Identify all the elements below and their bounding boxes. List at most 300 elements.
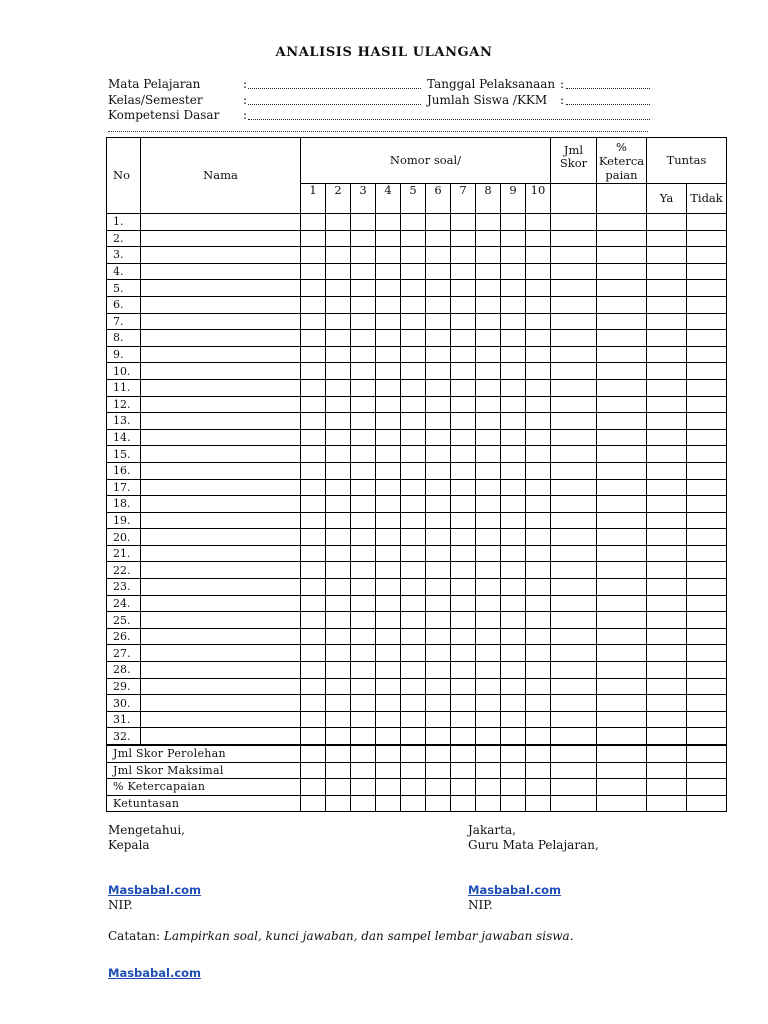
score-cell[interactable] [376,645,401,662]
score-cell[interactable] [301,562,326,579]
summary-cell[interactable] [326,745,351,762]
score-cell[interactable] [426,280,451,297]
score-cell[interactable] [351,280,376,297]
summary-cell[interactable] [687,779,727,796]
score-cell[interactable] [501,429,526,446]
score-cell[interactable] [526,446,551,463]
score-cell[interactable] [476,678,501,695]
summary-cell[interactable] [351,745,376,762]
score-cell[interactable] [401,628,426,645]
score-cell[interactable] [376,612,401,629]
summary-cell[interactable] [501,795,526,812]
score-cell[interactable] [687,313,727,330]
score-cell[interactable] [351,562,376,579]
score-cell[interactable] [687,579,727,596]
score-cell[interactable] [597,479,647,496]
score-cell[interactable] [551,247,597,264]
score-cell[interactable] [597,263,647,280]
score-cell[interactable] [401,496,426,513]
score-cell[interactable] [597,296,647,313]
score-cell[interactable] [401,579,426,596]
nama-cell[interactable] [141,413,301,430]
score-cell[interactable] [326,545,351,562]
summary-cell[interactable] [526,745,551,762]
score-cell[interactable] [451,296,476,313]
score-cell[interactable] [326,263,351,280]
score-cell[interactable] [526,645,551,662]
score-cell[interactable] [647,645,687,662]
score-cell[interactable] [476,214,501,231]
score-cell[interactable] [401,479,426,496]
score-cell[interactable] [451,579,476,596]
score-cell[interactable] [526,230,551,247]
score-cell[interactable] [526,214,551,231]
score-cell[interactable] [426,330,451,347]
score-cell[interactable] [597,313,647,330]
score-cell[interactable] [501,695,526,712]
score-cell[interactable] [551,396,597,413]
score-cell[interactable] [647,496,687,513]
score-cell[interactable] [426,529,451,546]
score-cell[interactable] [647,695,687,712]
summary-cell[interactable] [551,779,597,796]
nama-cell[interactable] [141,496,301,513]
score-cell[interactable] [476,429,501,446]
nama-cell[interactable] [141,263,301,280]
nama-cell[interactable] [141,230,301,247]
score-cell[interactable] [551,595,597,612]
summary-cell[interactable] [426,779,451,796]
score-cell[interactable] [376,280,401,297]
score-cell[interactable] [451,695,476,712]
score-cell[interactable] [501,496,526,513]
score-cell[interactable] [326,313,351,330]
score-cell[interactable] [426,396,451,413]
score-cell[interactable] [476,263,501,280]
score-cell[interactable] [551,512,597,529]
score-cell[interactable] [476,645,501,662]
score-cell[interactable] [501,330,526,347]
score-cell[interactable] [451,396,476,413]
score-cell[interactable] [451,280,476,297]
score-cell[interactable] [401,678,426,695]
summary-cell[interactable] [597,795,647,812]
score-cell[interactable] [526,662,551,679]
score-cell[interactable] [351,429,376,446]
score-cell[interactable] [551,346,597,363]
score-cell[interactable] [647,313,687,330]
score-cell[interactable] [476,562,501,579]
score-cell[interactable] [597,446,647,463]
score-cell[interactable] [526,247,551,264]
score-cell[interactable] [451,595,476,612]
score-cell[interactable] [426,562,451,579]
score-cell[interactable] [597,247,647,264]
score-cell[interactable] [301,529,326,546]
score-cell[interactable] [551,429,597,446]
score-cell[interactable] [647,479,687,496]
score-cell[interactable] [501,728,526,745]
score-cell[interactable] [647,711,687,728]
score-cell[interactable] [376,628,401,645]
nama-cell[interactable] [141,678,301,695]
score-cell[interactable] [351,496,376,513]
score-cell[interactable] [451,496,476,513]
score-cell[interactable] [687,230,727,247]
score-cell[interactable] [401,230,426,247]
score-cell[interactable] [501,446,526,463]
summary-cell[interactable] [451,745,476,762]
jumlah-siswa-field[interactable] [566,104,650,105]
score-cell[interactable] [647,595,687,612]
score-cell[interactable] [597,512,647,529]
score-cell[interactable] [401,280,426,297]
score-cell[interactable] [476,545,501,562]
score-cell[interactable] [351,313,376,330]
score-cell[interactable] [401,379,426,396]
score-cell[interactable] [687,413,727,430]
score-cell[interactable] [476,280,501,297]
score-cell[interactable] [351,263,376,280]
score-cell[interactable] [687,496,727,513]
summary-cell[interactable] [526,762,551,779]
nama-cell[interactable] [141,296,301,313]
score-cell[interactable] [326,413,351,430]
summary-cell[interactable] [647,762,687,779]
score-cell[interactable] [597,695,647,712]
score-cell[interactable] [551,645,597,662]
nama-cell[interactable] [141,695,301,712]
score-cell[interactable] [301,662,326,679]
summary-cell[interactable] [647,795,687,812]
score-cell[interactable] [326,529,351,546]
summary-cell[interactable] [351,762,376,779]
score-cell[interactable] [451,363,476,380]
score-cell[interactable] [451,512,476,529]
summary-cell[interactable] [376,779,401,796]
score-cell[interactable] [647,579,687,596]
score-cell[interactable] [326,396,351,413]
score-cell[interactable] [476,595,501,612]
score-cell[interactable] [376,230,401,247]
score-cell[interactable] [476,247,501,264]
score-cell[interactable] [597,214,647,231]
score-cell[interactable] [326,695,351,712]
masbabal-link[interactable]: Masbabal.com [468,883,562,897]
score-cell[interactable] [551,230,597,247]
score-cell[interactable] [301,695,326,712]
score-cell[interactable] [351,545,376,562]
score-cell[interactable] [647,330,687,347]
score-cell[interactable] [476,662,501,679]
score-cell[interactable] [401,263,426,280]
score-cell[interactable] [401,413,426,430]
score-cell[interactable] [551,628,597,645]
score-cell[interactable] [426,662,451,679]
summary-cell[interactable] [301,779,326,796]
score-cell[interactable] [351,529,376,546]
score-cell[interactable] [426,413,451,430]
score-cell[interactable] [451,612,476,629]
score-cell[interactable] [597,545,647,562]
score-cell[interactable] [326,579,351,596]
score-cell[interactable] [351,612,376,629]
score-cell[interactable] [551,678,597,695]
summary-cell[interactable] [476,762,501,779]
score-cell[interactable] [301,579,326,596]
score-cell[interactable] [687,462,727,479]
score-cell[interactable] [647,545,687,562]
score-cell[interactable] [301,512,326,529]
score-cell[interactable] [426,678,451,695]
score-cell[interactable] [551,330,597,347]
summary-cell[interactable] [551,762,597,779]
score-cell[interactable] [326,462,351,479]
score-cell[interactable] [351,462,376,479]
score-cell[interactable] [501,214,526,231]
score-cell[interactable] [476,363,501,380]
score-cell[interactable] [501,230,526,247]
score-cell[interactable] [687,396,727,413]
score-cell[interactable] [376,214,401,231]
score-cell[interactable] [451,562,476,579]
score-cell[interactable] [451,728,476,745]
score-cell[interactable] [301,247,326,264]
score-cell[interactable] [326,479,351,496]
score-cell[interactable] [687,545,727,562]
score-cell[interactable] [551,711,597,728]
score-cell[interactable] [351,296,376,313]
score-cell[interactable] [597,230,647,247]
score-cell[interactable] [351,645,376,662]
summary-cell[interactable] [501,745,526,762]
score-cell[interactable] [647,662,687,679]
score-cell[interactable] [687,379,727,396]
summary-cell[interactable] [551,745,597,762]
score-cell[interactable] [597,462,647,479]
footer-masbabal-link[interactable]: Masbabal.com [108,966,202,980]
summary-cell[interactable] [326,779,351,796]
score-cell[interactable] [351,695,376,712]
score-cell[interactable] [526,396,551,413]
score-cell[interactable] [376,429,401,446]
score-cell[interactable] [351,379,376,396]
score-cell[interactable] [597,728,647,745]
score-cell[interactable] [687,479,727,496]
score-cell[interactable] [326,595,351,612]
score-cell[interactable] [647,462,687,479]
score-cell[interactable] [597,645,647,662]
nama-cell[interactable] [141,462,301,479]
score-cell[interactable] [501,662,526,679]
score-cell[interactable] [376,247,401,264]
score-cell[interactable] [501,529,526,546]
score-cell[interactable] [451,628,476,645]
score-cell[interactable] [326,247,351,264]
score-cell[interactable] [326,645,351,662]
score-cell[interactable] [597,363,647,380]
score-cell[interactable] [351,512,376,529]
score-cell[interactable] [426,214,451,231]
score-cell[interactable] [326,280,351,297]
score-cell[interactable] [526,579,551,596]
summary-cell[interactable] [376,745,401,762]
score-cell[interactable] [647,363,687,380]
nama-cell[interactable] [141,214,301,231]
score-cell[interactable] [551,313,597,330]
score-cell[interactable] [351,214,376,231]
score-cell[interactable] [326,363,351,380]
score-cell[interactable] [551,545,597,562]
score-cell[interactable] [647,214,687,231]
score-cell[interactable] [551,446,597,463]
summary-cell[interactable] [426,745,451,762]
score-cell[interactable] [597,579,647,596]
score-cell[interactable] [687,612,727,629]
score-cell[interactable] [647,263,687,280]
summary-cell[interactable] [476,779,501,796]
score-cell[interactable] [476,330,501,347]
score-cell[interactable] [687,214,727,231]
score-cell[interactable] [687,330,727,347]
score-cell[interactable] [326,346,351,363]
score-cell[interactable] [401,247,426,264]
score-cell[interactable] [526,346,551,363]
score-cell[interactable] [426,263,451,280]
score-cell[interactable] [426,296,451,313]
score-cell[interactable] [351,711,376,728]
score-cell[interactable] [551,579,597,596]
score-cell[interactable] [526,479,551,496]
summary-cell[interactable] [526,779,551,796]
score-cell[interactable] [451,479,476,496]
score-cell[interactable] [301,429,326,446]
nama-cell[interactable] [141,662,301,679]
score-cell[interactable] [426,645,451,662]
score-cell[interactable] [476,413,501,430]
score-cell[interactable] [426,363,451,380]
score-cell[interactable] [401,595,426,612]
nama-cell[interactable] [141,595,301,612]
nama-cell[interactable] [141,628,301,645]
summary-cell[interactable] [451,762,476,779]
score-cell[interactable] [301,214,326,231]
score-cell[interactable] [376,562,401,579]
score-cell[interactable] [326,728,351,745]
score-cell[interactable] [687,562,727,579]
score-cell[interactable] [426,612,451,629]
score-cell[interactable] [301,230,326,247]
score-cell[interactable] [647,512,687,529]
score-cell[interactable] [647,529,687,546]
score-cell[interactable] [301,678,326,695]
score-cell[interactable] [526,678,551,695]
score-cell[interactable] [647,296,687,313]
summary-cell[interactable] [687,795,727,812]
score-cell[interactable] [501,263,526,280]
score-cell[interactable] [501,545,526,562]
score-cell[interactable] [426,230,451,247]
score-cell[interactable] [326,662,351,679]
score-cell[interactable] [647,728,687,745]
summary-cell[interactable] [301,762,326,779]
score-cell[interactable] [476,628,501,645]
score-cell[interactable] [551,280,597,297]
score-cell[interactable] [551,529,597,546]
score-cell[interactable] [401,296,426,313]
nama-cell[interactable] [141,728,301,745]
score-cell[interactable] [551,379,597,396]
score-cell[interactable] [426,711,451,728]
score-cell[interactable] [687,296,727,313]
score-cell[interactable] [326,330,351,347]
score-cell[interactable] [326,496,351,513]
score-cell[interactable] [426,462,451,479]
score-cell[interactable] [301,363,326,380]
score-cell[interactable] [526,363,551,380]
score-cell[interactable] [647,562,687,579]
summary-cell[interactable] [501,779,526,796]
score-cell[interactable] [687,595,727,612]
score-cell[interactable] [301,313,326,330]
score-cell[interactable] [451,446,476,463]
score-cell[interactable] [647,379,687,396]
score-cell[interactable] [526,280,551,297]
summary-cell[interactable] [647,779,687,796]
score-cell[interactable] [597,396,647,413]
score-cell[interactable] [476,313,501,330]
summary-cell[interactable] [351,795,376,812]
score-cell[interactable] [351,678,376,695]
summary-cell[interactable] [526,795,551,812]
score-cell[interactable] [426,512,451,529]
summary-cell[interactable] [451,795,476,812]
score-cell[interactable] [687,662,727,679]
nama-cell[interactable] [141,579,301,596]
nama-cell[interactable] [141,512,301,529]
score-cell[interactable] [301,413,326,430]
score-cell[interactable] [376,446,401,463]
summary-cell[interactable] [451,779,476,796]
score-cell[interactable] [501,562,526,579]
summary-cell[interactable] [501,762,526,779]
score-cell[interactable] [426,446,451,463]
score-cell[interactable] [351,230,376,247]
nama-cell[interactable] [141,711,301,728]
score-cell[interactable] [476,446,501,463]
score-cell[interactable] [526,512,551,529]
score-cell[interactable] [526,330,551,347]
score-cell[interactable] [451,645,476,662]
score-cell[interactable] [526,628,551,645]
score-cell[interactable] [351,446,376,463]
score-cell[interactable] [647,413,687,430]
score-cell[interactable] [376,346,401,363]
score-cell[interactable] [376,496,401,513]
score-cell[interactable] [351,396,376,413]
score-cell[interactable] [597,628,647,645]
score-cell[interactable] [647,230,687,247]
score-cell[interactable] [551,214,597,231]
score-cell[interactable] [476,479,501,496]
score-cell[interactable] [301,645,326,662]
score-cell[interactable] [526,595,551,612]
score-cell[interactable] [326,512,351,529]
score-cell[interactable] [526,263,551,280]
score-cell[interactable] [301,280,326,297]
kompetensi-dasar-field[interactable] [248,119,650,120]
score-cell[interactable] [687,263,727,280]
